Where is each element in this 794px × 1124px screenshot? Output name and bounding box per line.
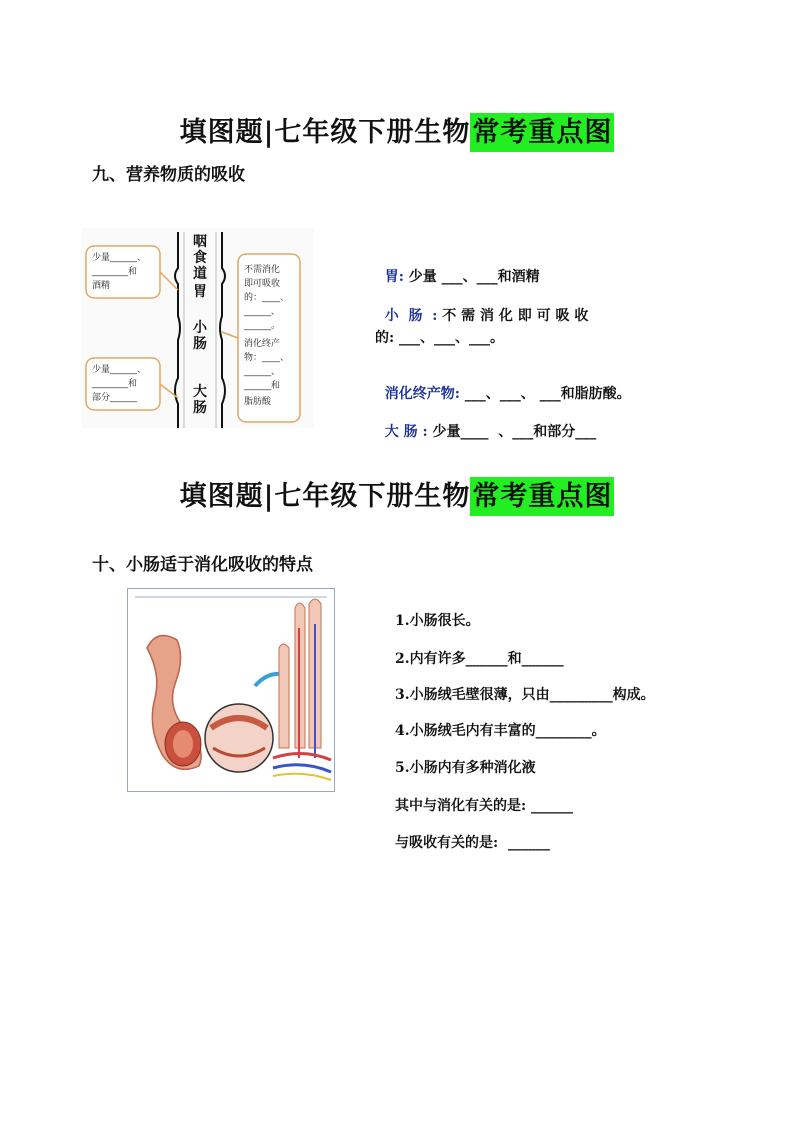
box-text: 部分______	[92, 393, 138, 403]
small-intestine-text: 不 需 消 化 即 可 吸 收	[437, 308, 589, 324]
box-text: 物：____、	[244, 353, 290, 363]
box-text: 消化终产	[244, 339, 281, 349]
feature-item: 3.小肠绒毛壁很薄，只由_________构成。	[395, 687, 655, 703]
box-text: ______、	[244, 367, 281, 377]
stomach-text: 少量 ___、___和酒精	[403, 269, 540, 285]
box-text: 少量______、	[92, 365, 147, 375]
small-intestine-illustration	[127, 588, 335, 792]
organ-label: 肠	[193, 400, 207, 416]
organ-label: 肠	[193, 336, 207, 352]
box-text: 少量______、	[92, 253, 147, 263]
question-small-intestine	[375, 289, 588, 325]
box-text: ______。	[244, 321, 281, 331]
feature-item: 其中与消化有关的是: ______	[395, 798, 574, 814]
organ-label: 咽	[193, 234, 207, 250]
large-intestine-label: 大 肠 :	[384, 424, 428, 440]
feature-item: 1.小肠很长。	[395, 613, 480, 629]
feature-item: 2.内有许多______和______	[395, 651, 564, 667]
feature-item: 4.小肠绒毛内有丰富的________。	[395, 723, 606, 739]
section-heading-ten: 十、小肠适于消化吸收的特点	[92, 555, 313, 575]
end-products-text: ___、___、 ___和脂肪酸。	[459, 386, 631, 402]
stomach-label: 胃:	[384, 269, 404, 285]
title-highlight: 常考重点图	[470, 477, 614, 516]
title-main: 填图题|七年级下册生物	[179, 481, 471, 512]
box-text: 的：____、	[244, 293, 290, 303]
organ-label: 食	[193, 250, 207, 266]
box-text: ________和	[92, 267, 138, 277]
title-main: 填图题|七年级下册生物	[179, 117, 471, 148]
organ-label: 大	[193, 384, 207, 400]
small-intestine-label: 小 肠 :	[384, 308, 438, 324]
box-text: 酒精	[92, 281, 111, 291]
page-title-second	[0, 474, 794, 513]
box-text: 脂肪酸	[244, 397, 272, 407]
box-text: ______和	[244, 381, 281, 391]
organ-label: 小	[193, 320, 207, 336]
box-text: 即可吸收	[244, 279, 281, 289]
end-products-label: 消化终产物:	[384, 386, 460, 402]
question-small-intestine-cont: 的: ___、___、___。	[375, 330, 505, 346]
box-text: 不需消化	[244, 265, 281, 275]
organ-label: 道	[193, 266, 207, 282]
page-title	[0, 110, 794, 149]
section-heading-nine: 九、营养物质的吸收	[92, 165, 245, 185]
feature-item: 与吸收有关的是: ______	[395, 835, 550, 851]
feature-item: 5.小肠内有多种消化液	[395, 760, 536, 776]
absorption-diagram	[82, 228, 314, 428]
question-stomach	[375, 250, 540, 286]
large-intestine-text: 少量____ 、___和部分___	[427, 424, 597, 440]
organ-label: 胃	[193, 284, 207, 300]
box-text: ______、	[244, 307, 281, 317]
question-large-intestine	[375, 405, 596, 441]
box-text: ________和	[92, 379, 138, 389]
question-end-products	[375, 367, 631, 403]
title-highlight: 常考重点图	[470, 113, 614, 152]
